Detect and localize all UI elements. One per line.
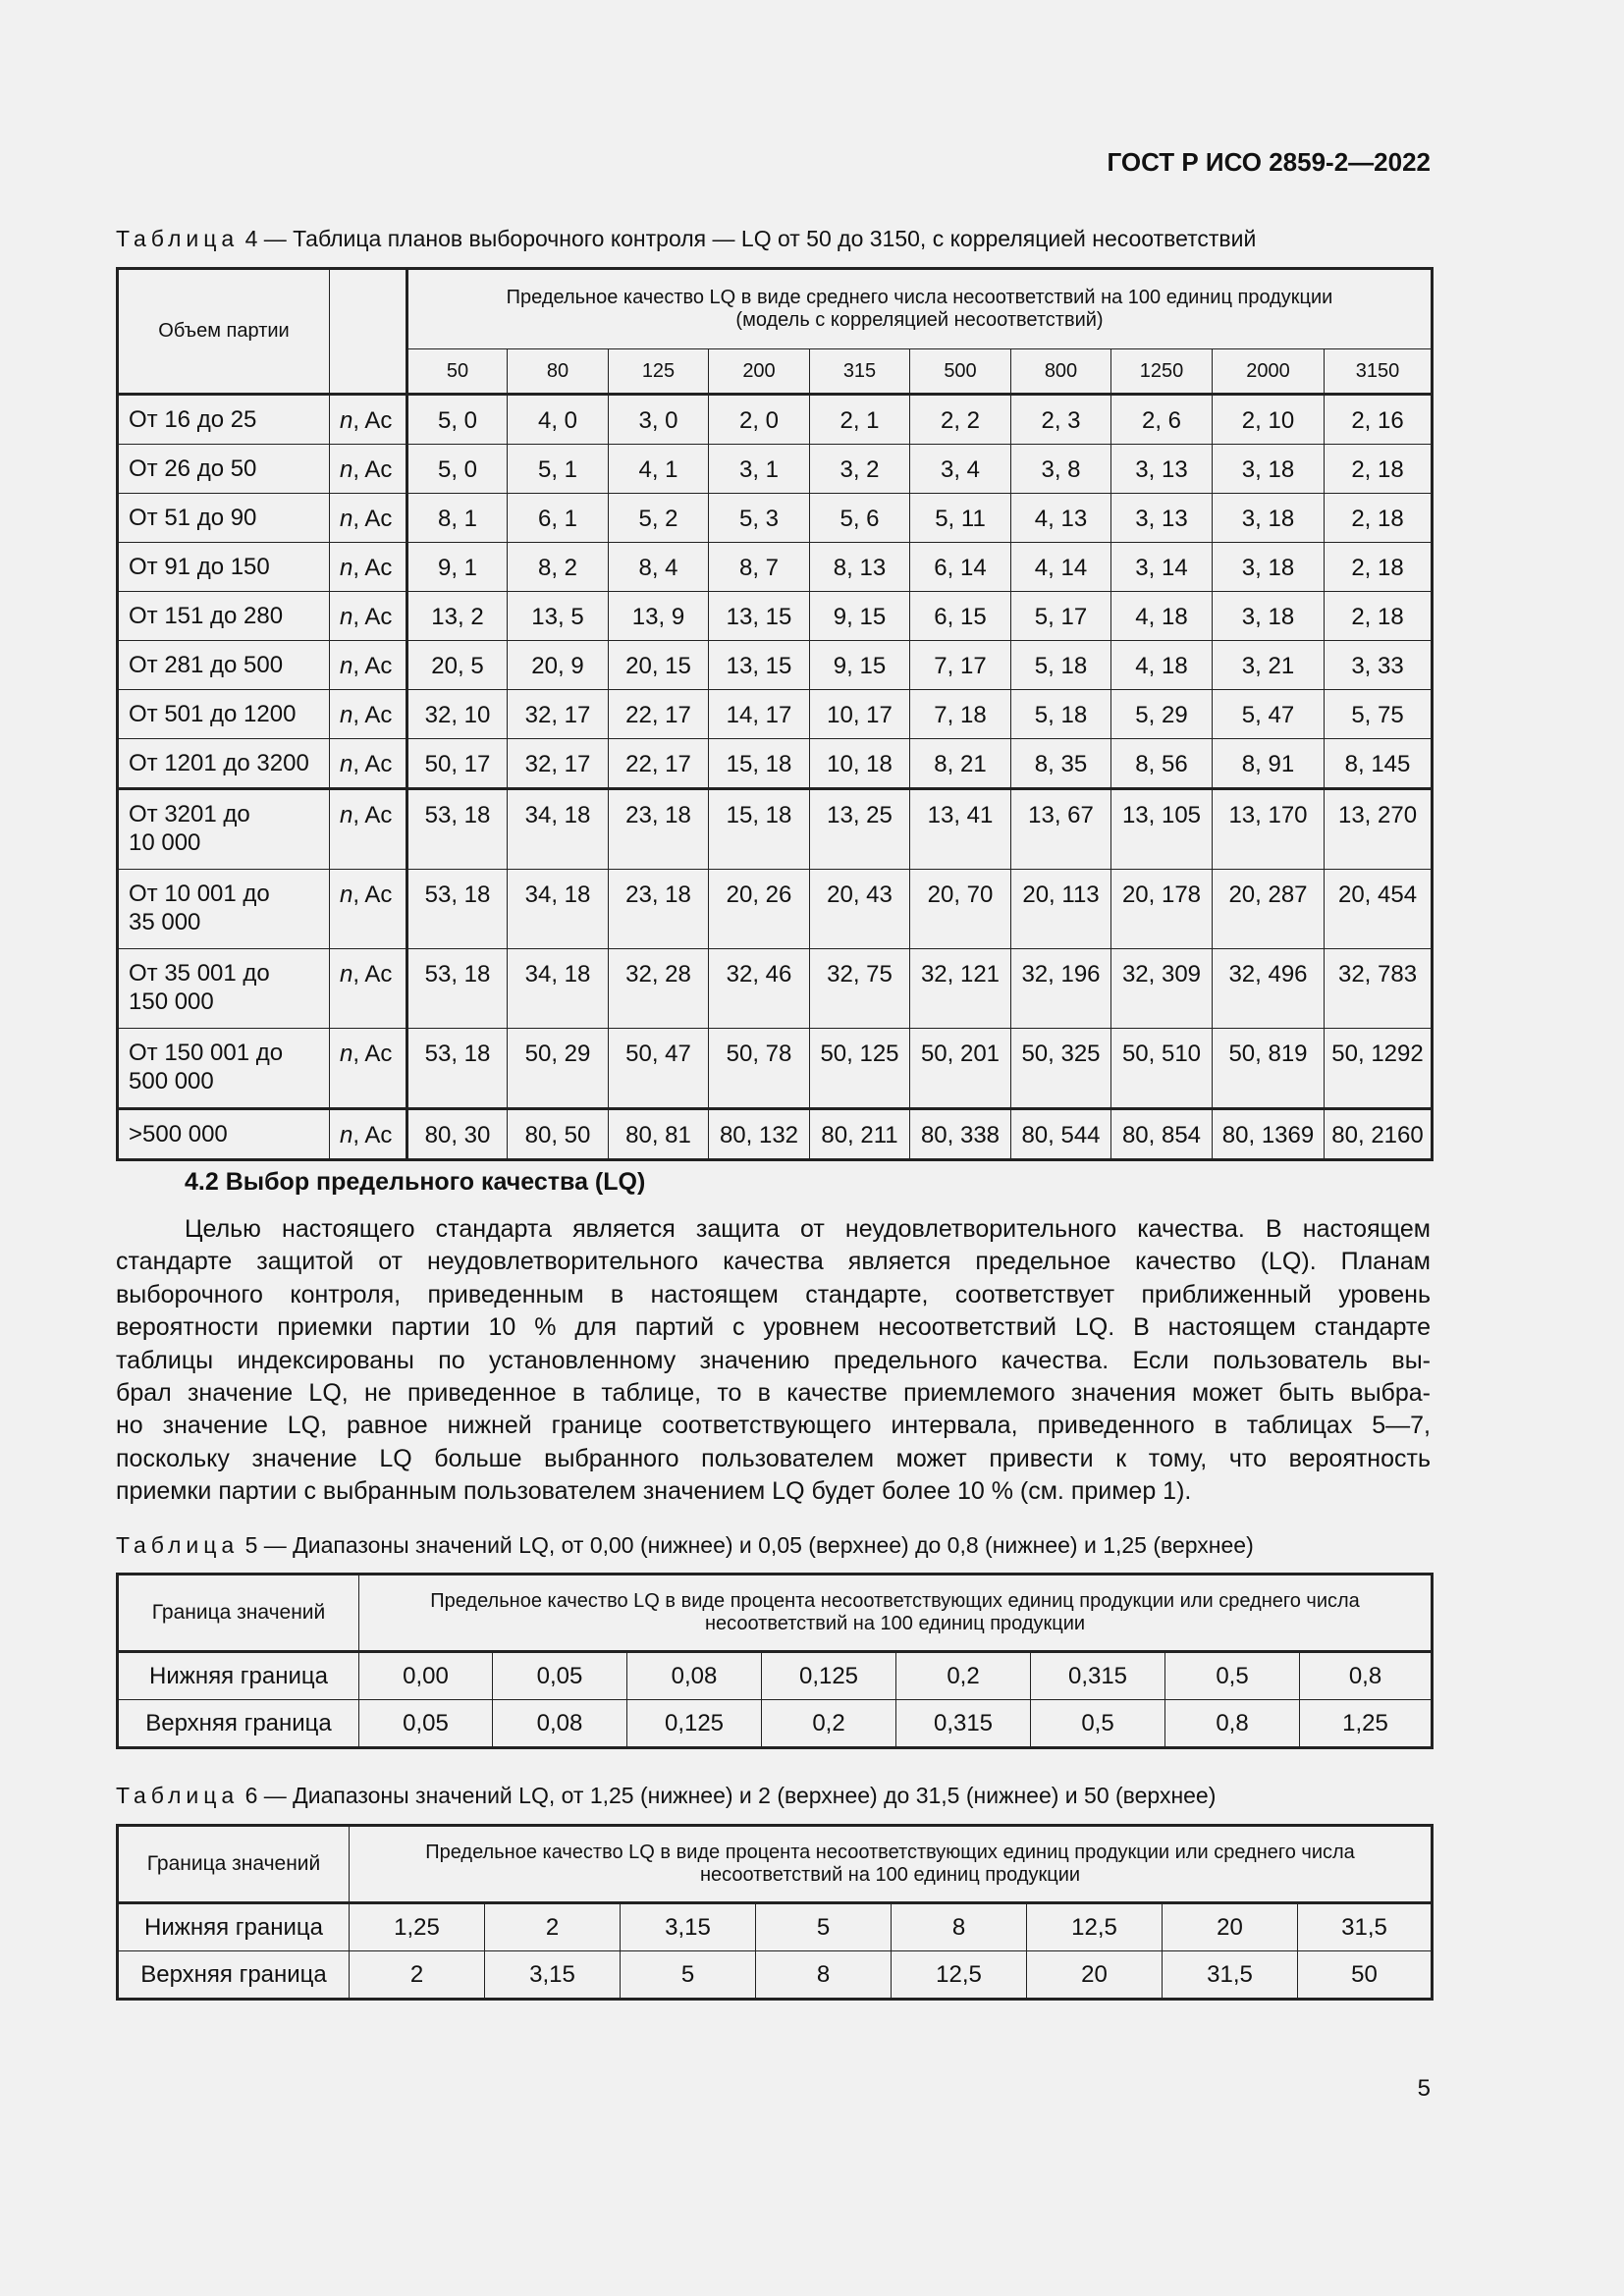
plan-cell: 2, 2	[910, 395, 1011, 445]
lot-size-line: 10 000	[129, 829, 201, 856]
table5-group-header-line2: несоответствий на 100 единиц продукции	[704, 1613, 1086, 1634]
lower-bound-cell: 0,00	[359, 1652, 493, 1700]
table6-caption-text: 6 — Диапазоны значений LQ, от 1,25 (нижнее) и 2 (верхнее) до 31,5 (нижнее) и 50 (верхнее)	[244, 1783, 1217, 1808]
lot-size-cell: От 91 до 150	[118, 543, 330, 592]
plan-cell: 5, 0	[407, 395, 508, 445]
upper-bound-cell: 3,15	[485, 1951, 621, 2000]
plan-cell: 32, 496	[1213, 949, 1325, 1029]
lot-size-line: От 10 001 до	[129, 881, 270, 907]
param-n: n	[340, 702, 353, 728]
table-row	[118, 739, 1433, 789]
plan-cell: 20, 26	[709, 870, 810, 949]
plan-cell: 50, 125	[810, 1029, 910, 1109]
plan-cell: 34, 18	[508, 789, 609, 870]
plan-cell: 50, 17	[407, 739, 508, 789]
plan-cell: 7, 18	[910, 690, 1011, 739]
plan-cell: 2, 16	[1325, 395, 1433, 445]
table-row	[118, 395, 1433, 445]
plan-cell: 32, 17	[508, 690, 609, 739]
upper-bound-cell: 31,5	[1163, 1951, 1298, 2000]
upper-bound-cell: 0,8	[1165, 1700, 1300, 1748]
plan-cell: 50, 201	[910, 1029, 1011, 1109]
lower-bound-cell: 2	[485, 1903, 621, 1951]
table-row	[118, 690, 1433, 739]
lq-column-header: 200	[709, 349, 810, 395]
table-row	[118, 543, 1433, 592]
param-cell	[330, 543, 407, 592]
plan-cell: 2, 0	[709, 395, 810, 445]
table6-group-header	[350, 1826, 1433, 1903]
upper-bound-cell: 50	[1298, 1951, 1433, 2000]
plan-cell: 2, 18	[1325, 445, 1433, 494]
plan-cell: 20, 70	[910, 870, 1011, 949]
plan-cell: 4, 13	[1011, 494, 1111, 543]
param-cell	[330, 690, 407, 739]
param-n: n	[340, 751, 353, 777]
plan-cell: 5, 2	[609, 494, 709, 543]
plan-cell: 5, 6	[810, 494, 910, 543]
paragraph-line: выборочного контроля, приведенным в настоящем стандарте, соответствует приближенный уровень	[116, 1280, 1431, 1308]
param-ac: , Ac	[352, 702, 393, 728]
param-n: n	[340, 653, 353, 679]
table-row	[118, 641, 1433, 690]
plan-cell: 2, 1	[810, 395, 910, 445]
table6-lower-label: Нижняя граница	[118, 1903, 350, 1951]
plan-cell: 3, 2	[810, 445, 910, 494]
table4-caption-text: 4 — Таблица планов выборочного контроля — LQ от 50 до 3150, с корреляцией несоответствий	[244, 226, 1257, 251]
plan-cell: 32, 10	[407, 690, 508, 739]
lq-column-header: 3150	[1325, 349, 1433, 395]
document-code: ГОСТ Р ИСО 2859-2—2022	[1107, 147, 1431, 177]
plan-cell: 50, 78	[709, 1029, 810, 1109]
table5-group-header	[359, 1575, 1433, 1652]
plan-cell: 5, 18	[1011, 641, 1111, 690]
plan-cell: 3, 18	[1213, 494, 1325, 543]
lq-group-header-line1: Предельное качество LQ в виде среднего числа несоответствий на 100 единиц продукции	[506, 287, 1333, 308]
plan-cell: 3, 18	[1213, 445, 1325, 494]
plan-cell: 32, 196	[1011, 949, 1111, 1029]
plan-cell: 32, 46	[709, 949, 810, 1029]
plan-cell: 5, 75	[1325, 690, 1433, 739]
lower-bound-cell: 31,5	[1298, 1903, 1433, 1951]
plan-cell: 80, 81	[609, 1109, 709, 1160]
lot-size-cell	[118, 949, 330, 1029]
plan-cell: 8, 56	[1111, 739, 1213, 789]
plan-cell: 6, 1	[508, 494, 609, 543]
upper-bound-cell: 0,2	[762, 1700, 896, 1748]
plan-cell: 13, 25	[810, 789, 910, 870]
upper-bound-cell: 0,315	[896, 1700, 1031, 1748]
lot-size-cell: От 501 до 1200	[118, 690, 330, 739]
plan-cell: 20, 9	[508, 641, 609, 690]
plan-cell: 3, 13	[1111, 494, 1213, 543]
plan-cell: 20, 5	[407, 641, 508, 690]
param-n: n	[340, 1041, 353, 1067]
paragraph-line: приемки партии с выбранным пользователем значением LQ будет более 10 % (см. пример 1).	[116, 1477, 1192, 1506]
plan-cell: 32, 75	[810, 949, 910, 1029]
table5-label-header: Граница значений	[118, 1575, 359, 1652]
table-row	[118, 1109, 1433, 1160]
param-n: n	[340, 506, 353, 532]
lq-column-header: 1250	[1111, 349, 1213, 395]
sampling-plans-table	[116, 267, 1434, 1161]
section-title: 4.2 Выбор предельного качества (LQ)	[185, 1168, 646, 1196]
plan-cell: 3, 1	[709, 445, 810, 494]
lot-size-cell: От 281 до 500	[118, 641, 330, 690]
upper-bound-cell: 0,08	[493, 1700, 627, 1748]
plan-cell: 4, 18	[1111, 592, 1213, 641]
param-n: n	[340, 604, 353, 630]
plan-cell: 3, 18	[1213, 543, 1325, 592]
table6-caption-word: Таблица	[116, 1783, 240, 1808]
plan-cell: 5, 17	[1011, 592, 1111, 641]
lower-bound-cell: 8	[892, 1903, 1027, 1951]
plan-cell: 13, 5	[508, 592, 609, 641]
plan-cell: 34, 18	[508, 949, 609, 1029]
plan-cell: 50, 510	[1111, 1029, 1213, 1109]
param-ac: , Ac	[352, 407, 393, 434]
lower-bound-cell: 0,125	[762, 1652, 896, 1700]
plan-cell: 5, 1	[508, 445, 609, 494]
plan-cell: 8, 145	[1325, 739, 1433, 789]
table4-caption	[116, 226, 1256, 252]
lower-bound-cell: 1,25	[350, 1903, 485, 1951]
table5-caption-word: Таблица	[116, 1532, 240, 1558]
plan-cell: 3, 18	[1213, 592, 1325, 641]
param-cell	[330, 395, 407, 445]
param-ac: , Ac	[352, 802, 393, 828]
lq-column-header: 125	[609, 349, 709, 395]
plan-cell: 32, 121	[910, 949, 1011, 1029]
upper-bound-cell: 2	[350, 1951, 485, 2000]
lot-size-cell: От 51 до 90	[118, 494, 330, 543]
lot-size-line: От 3201 до	[129, 801, 250, 828]
upper-bound-cell: 1,25	[1300, 1700, 1433, 1748]
param-cell	[330, 789, 407, 870]
plan-cell: 50, 29	[508, 1029, 609, 1109]
plan-cell: 2, 18	[1325, 592, 1433, 641]
plan-cell: 22, 17	[609, 739, 709, 789]
paragraph-line: вероятности приемки партии 10 % для партий с уровнем несоответствий LQ. В настоящем стандарте	[116, 1313, 1431, 1342]
plan-cell: 7, 17	[910, 641, 1011, 690]
plan-cell: 80, 1369	[1213, 1109, 1325, 1160]
plan-cell: 50, 1292	[1325, 1029, 1433, 1109]
plan-cell: 5, 11	[910, 494, 1011, 543]
plan-cell: 4, 18	[1111, 641, 1213, 690]
plan-cell: 6, 15	[910, 592, 1011, 641]
lower-bound-cell: 0,8	[1300, 1652, 1433, 1700]
table-row	[118, 1029, 1433, 1109]
plan-cell: 5, 0	[407, 445, 508, 494]
plan-cell: 3, 0	[609, 395, 709, 445]
plan-cell: 5, 29	[1111, 690, 1213, 739]
param-cell	[330, 1029, 407, 1109]
plan-cell: 13, 15	[709, 592, 810, 641]
lot-size-line: От 35 001 до	[129, 960, 270, 987]
param-cell	[330, 494, 407, 543]
lq-column-header: 500	[910, 349, 1011, 395]
lower-bound-cell: 12,5	[1027, 1903, 1163, 1951]
table5-upper-row	[118, 1700, 1433, 1748]
section-paragraph	[116, 1213, 1431, 1509]
plan-cell: 8, 91	[1213, 739, 1325, 789]
plan-cell: 13, 2	[407, 592, 508, 641]
plan-cell: 32, 17	[508, 739, 609, 789]
plan-cell: 8, 21	[910, 739, 1011, 789]
param-cell	[330, 1109, 407, 1160]
plan-cell: 2, 18	[1325, 543, 1433, 592]
param-cell	[330, 445, 407, 494]
lq-ranges-table-6	[116, 1824, 1434, 2001]
plan-cell: 15, 18	[709, 739, 810, 789]
lot-size-cell	[118, 1029, 330, 1109]
plan-cell: 53, 18	[407, 1029, 508, 1109]
plan-cell: 13, 41	[910, 789, 1011, 870]
upper-bound-cell: 0,5	[1031, 1700, 1165, 1748]
plan-cell: 8, 4	[609, 543, 709, 592]
plan-cell: 32, 783	[1325, 949, 1433, 1029]
table-row	[118, 949, 1433, 1029]
plan-cell: 3, 14	[1111, 543, 1213, 592]
lot-size-cell: От 16 до 25	[118, 395, 330, 445]
param-ac: , Ac	[352, 604, 393, 630]
table-row	[118, 870, 1433, 949]
plan-cell: 2, 3	[1011, 395, 1111, 445]
table6-group-header-line2: несоответствий на 100 единиц продукции	[699, 1864, 1081, 1886]
plan-cell: 8, 2	[508, 543, 609, 592]
lower-bound-cell: 0,2	[896, 1652, 1031, 1700]
table5-group-header-line1: Предельное качество LQ в виде процента несоответствующих единиц продукции или среднего числа	[430, 1590, 1360, 1612]
lower-bound-cell: 0,08	[627, 1652, 762, 1700]
upper-bound-cell: 0,05	[359, 1700, 493, 1748]
plan-cell: 2, 10	[1213, 395, 1325, 445]
table-row	[118, 494, 1433, 543]
plan-cell: 13, 170	[1213, 789, 1325, 870]
paragraph-line: Целью настоящего стандарта является защита от неудовлетворительного качества. В настоящем	[185, 1215, 1431, 1243]
param-n: n	[340, 456, 353, 483]
param-ac: , Ac	[352, 1122, 393, 1148]
plan-cell: 8, 35	[1011, 739, 1111, 789]
param-ac: , Ac	[352, 961, 393, 988]
plan-cell: 4, 14	[1011, 543, 1111, 592]
plan-cell: 15, 18	[709, 789, 810, 870]
param-n: n	[340, 407, 353, 434]
plan-cell: 53, 18	[407, 949, 508, 1029]
plan-cell: 10, 17	[810, 690, 910, 739]
plan-cell: 9, 15	[810, 641, 910, 690]
plan-cell: 34, 18	[508, 870, 609, 949]
lower-bound-cell: 0,315	[1031, 1652, 1165, 1700]
plan-cell: 80, 2160	[1325, 1109, 1433, 1160]
page-number: 5	[1417, 2075, 1431, 2102]
plan-cell: 20, 43	[810, 870, 910, 949]
param-n: n	[340, 1122, 353, 1148]
lot-size-line: 35 000	[129, 909, 201, 935]
plan-cell: 80, 50	[508, 1109, 609, 1160]
lower-bound-cell: 5	[756, 1903, 892, 1951]
lower-bound-cell: 3,15	[621, 1903, 756, 1951]
param-n: n	[340, 881, 353, 908]
param-ac: , Ac	[352, 751, 393, 777]
param-ac: , Ac	[352, 555, 393, 581]
plan-cell: 2, 6	[1111, 395, 1213, 445]
plan-cell: 13, 9	[609, 592, 709, 641]
lower-bound-cell: 0,05	[493, 1652, 627, 1700]
plan-cell: 23, 18	[609, 870, 709, 949]
plan-cell: 53, 18	[407, 789, 508, 870]
lq-column-header: 800	[1011, 349, 1111, 395]
plan-cell: 20, 287	[1213, 870, 1325, 949]
upper-bound-cell: 12,5	[892, 1951, 1027, 2000]
param-n: n	[340, 555, 353, 581]
table6-label-header: Граница значений	[118, 1826, 350, 1903]
lq-group-header-line2: (модель с корреляцией несоответствий)	[735, 309, 1104, 331]
plan-cell: 13, 15	[709, 641, 810, 690]
plan-cell: 20, 178	[1111, 870, 1213, 949]
plan-cell: 2, 18	[1325, 494, 1433, 543]
plan-cell: 10, 18	[810, 739, 910, 789]
plan-cell: 8, 1	[407, 494, 508, 543]
table5-caption-text: 5 — Диапазоны значений LQ, от 0,00 (нижнее) и 0,05 (верхнее) до 0,8 (нижнее) и 1,25 (верхнее)	[244, 1532, 1254, 1558]
lot-size-cell: От 26 до 50	[118, 445, 330, 494]
plan-cell: 20, 15	[609, 641, 709, 690]
plan-cell: 4, 1	[609, 445, 709, 494]
plan-cell: 32, 309	[1111, 949, 1213, 1029]
param-ac: , Ac	[352, 881, 393, 908]
plan-cell: 3, 21	[1213, 641, 1325, 690]
plan-cell: 80, 338	[910, 1109, 1011, 1160]
lot-size-line: 500 000	[129, 1068, 214, 1095]
table6-caption	[116, 1783, 1216, 1809]
lq-column-header: 315	[810, 349, 910, 395]
table5-lower-label: Нижняя граница	[118, 1652, 359, 1700]
plan-cell: 13, 105	[1111, 789, 1213, 870]
plan-cell: 6, 14	[910, 543, 1011, 592]
table-row	[118, 592, 1433, 641]
plan-cell: 5, 3	[709, 494, 810, 543]
param-ac: , Ac	[352, 653, 393, 679]
lot-size-line: От 150 001 до	[129, 1040, 284, 1066]
plan-cell: 9, 1	[407, 543, 508, 592]
param-header	[330, 269, 407, 395]
plan-cell: 80, 854	[1111, 1109, 1213, 1160]
plan-cell: 3, 8	[1011, 445, 1111, 494]
lq-column-header: 50	[407, 349, 508, 395]
plan-cell: 5, 18	[1011, 690, 1111, 739]
table4-caption-word: Таблица	[116, 226, 240, 251]
plan-cell: 23, 18	[609, 789, 709, 870]
param-cell	[330, 739, 407, 789]
plan-cell: 9, 15	[810, 592, 910, 641]
plan-cell: 80, 211	[810, 1109, 910, 1160]
table6-upper-label: Верхняя граница	[118, 1951, 350, 2000]
param-cell	[330, 641, 407, 690]
plan-cell: 80, 132	[709, 1109, 810, 1160]
plan-cell: 3, 13	[1111, 445, 1213, 494]
plan-cell: 80, 30	[407, 1109, 508, 1160]
upper-bound-cell: 5	[621, 1951, 756, 2000]
plan-cell: 5, 47	[1213, 690, 1325, 739]
plan-cell: 50, 47	[609, 1029, 709, 1109]
lq-column-header: 80	[508, 349, 609, 395]
lot-size-header: Объем партии	[118, 269, 330, 395]
upper-bound-cell: 20	[1027, 1951, 1163, 2000]
paragraph-line: поскольку значение LQ больше выбранного пользователем может привести к тому, что вероятность	[116, 1444, 1431, 1472]
param-n: n	[340, 802, 353, 828]
plan-cell: 22, 17	[609, 690, 709, 739]
param-ac: , Ac	[352, 506, 393, 532]
table6-upper-row	[118, 1951, 1433, 2000]
plan-cell: 3, 33	[1325, 641, 1433, 690]
lq-column-header: 2000	[1213, 349, 1325, 395]
lq-ranges-table-5	[116, 1573, 1434, 1749]
plan-cell: 50, 325	[1011, 1029, 1111, 1109]
param-cell	[330, 949, 407, 1029]
plan-cell: 20, 113	[1011, 870, 1111, 949]
plan-cell: 53, 18	[407, 870, 508, 949]
lot-size-line: 150 000	[129, 988, 214, 1015]
table5-caption	[116, 1532, 1254, 1559]
upper-bound-cell: 8	[756, 1951, 892, 2000]
table6-lower-row	[118, 1903, 1433, 1951]
param-ac: , Ac	[352, 1041, 393, 1067]
plan-cell: 4, 0	[508, 395, 609, 445]
lot-size-cell	[118, 870, 330, 949]
lower-bound-cell: 0,5	[1165, 1652, 1300, 1700]
upper-bound-cell: 0,125	[627, 1700, 762, 1748]
plan-cell: 32, 28	[609, 949, 709, 1029]
lower-bound-cell: 20	[1163, 1903, 1298, 1951]
plan-cell: 20, 454	[1325, 870, 1433, 949]
plan-cell: 13, 67	[1011, 789, 1111, 870]
paragraph-line: брал значение LQ, не приведенное в таблице, то в качестве приемлемого значения может быть выбра-	[116, 1379, 1431, 1408]
param-n: n	[340, 961, 353, 988]
plan-cell: 80, 544	[1011, 1109, 1111, 1160]
plan-cell: 14, 17	[709, 690, 810, 739]
plan-cell: 8, 13	[810, 543, 910, 592]
paragraph-line: но значение LQ, равное нижней границе соответствующего интервала, приведенного в таблицах 5—7,	[116, 1412, 1431, 1440]
table-row	[118, 789, 1433, 870]
lot-size-cell: >500 000	[118, 1109, 330, 1160]
param-cell	[330, 870, 407, 949]
plan-cell: 8, 7	[709, 543, 810, 592]
plan-cell: 3, 4	[910, 445, 1011, 494]
table6-group-header-line1: Предельное качество LQ в виде процента несоответствующих единиц продукции или среднего числа	[425, 1842, 1355, 1863]
lot-size-cell	[118, 789, 330, 870]
param-cell	[330, 592, 407, 641]
plan-cell: 13, 270	[1325, 789, 1433, 870]
lot-size-cell: От 1201 до 3200	[118, 739, 330, 789]
table-row	[118, 445, 1433, 494]
lq-group-header	[407, 269, 1433, 349]
param-ac: , Ac	[352, 456, 393, 483]
table5-upper-label: Верхняя граница	[118, 1700, 359, 1748]
table5-lower-row	[118, 1652, 1433, 1700]
paragraph-line: таблицы индексированы по установленному значению предельного качества. Если пользователь вы-	[116, 1346, 1431, 1374]
lot-size-cell: От 151 до 280	[118, 592, 330, 641]
plan-cell: 50, 819	[1213, 1029, 1325, 1109]
paragraph-line: стандарте защитой от неудовлетворительного качества является предельное качество (LQ). Планам	[116, 1248, 1431, 1276]
